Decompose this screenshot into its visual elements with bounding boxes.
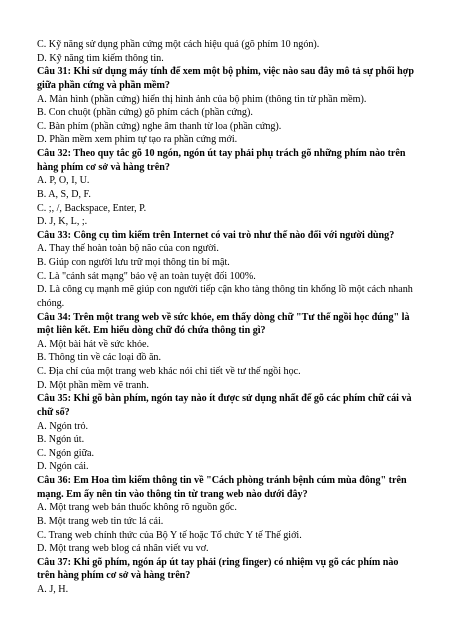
option-d-prev: D. Kỹ năng tìm kiếm thông tin. [37, 52, 164, 64]
question-35-text: Khi gõ bàn phím, ngón tay nào ít được sử dụng nhất để gõ các phím chữ cái và chữ số? [37, 393, 412, 418]
q36-option-a: A. Một trang web bán thuốc không rõ nguồn gốc. [37, 502, 237, 514]
question-37-text: Khi gõ phím, ngón áp út tay phải (ring finger) có nhiệm vụ gõ các phím nào trên hàng phím cơ sở và hàng trên? [37, 556, 399, 582]
option-c-prev: C. Kỹ năng sử dụng phần cứng một cách hiệu quả (gõ phím 10 ngón). [37, 39, 320, 50]
q35-option-c: C. Ngón giữa. [37, 447, 95, 459]
q36-option-b: B. Một trang web tin tức lá cải. [37, 515, 164, 527]
q34-option-d: D. Một phần mềm vẽ tranh. [37, 379, 149, 391]
q36-option-d: D. Một trang web blog cá nhân viết vu vơ. [37, 543, 209, 555]
q33-option-a: A. Thay thế hoàn toàn bộ não của con người. [37, 243, 219, 255]
question-31-text: Khi sử dụng máy tính để xem một bộ phim, việc nào sau đây mô tả sự phối hợp giữa phần cứng và phần mềm? [37, 66, 414, 91]
q36-option-c: C. Trang web chính thức của Bộ Y tế hoặc Tổ chức Y tế Thế giới. [37, 529, 302, 541]
question-33-text: Công cụ tìm kiếm trên Internet có vai trò như thế nào đối với người dùng? [73, 229, 395, 241]
q31-option-b: B. Con chuột (phần cứng) gõ phím cách (phần cứng). [37, 107, 253, 119]
q31-option-c: C. Bàn phím (phần cứng) nghe âm thanh từ loa (phần cứng). [37, 120, 282, 132]
question-33 [37, 229, 417, 243]
question-32-text: Theo quy tắc gõ 10 ngón, ngón út tay phải phụ trách gõ những phím nào trên hàng phím cơ sở và hàng trên? [37, 148, 406, 173]
question-34-label: Câu 34: [37, 311, 71, 323]
q32-option-b: B. A, S, D, F. [37, 188, 91, 200]
question-34 [37, 311, 417, 338]
q33-option-c: C. Là "cảnh sát mạng" bảo vệ an toàn tuyệt đối 100%. [37, 270, 256, 282]
question-37 [37, 556, 417, 583]
question-list [37, 38, 417, 597]
question-33-label: Câu 33: [37, 229, 71, 241]
q35-option-d: D. Ngón cái. [37, 461, 89, 473]
q32-option-d: D. J, K, L, ;. [37, 216, 88, 228]
q32-option-c: C. ;, /, Backspace, Enter, P. [37, 202, 147, 214]
question-31-label: Câu 31: [37, 66, 71, 78]
q34-option-c: C. Địa chỉ của một trang web khác nói chi tiết về tư thế ngồi học. [37, 366, 301, 377]
q34-option-a: A. Một bài hát về sức khỏe. [37, 338, 149, 350]
question-32-label: Câu 32: [37, 148, 71, 159]
q33-option-b: B. Giúp con người lưu trữ mọi thông tin bí mật. [37, 257, 230, 268]
question-35 [37, 392, 417, 419]
q33-option-d: D. Là công cụ mạnh mẽ giúp con người tiếp cận kho tàng thông tin khổng lồ một cách nhanh chóng. [37, 284, 413, 309]
q34-option-b: B. Thông tin về các loại đồ ăn. [37, 352, 161, 364]
q31-option-d: D. Phần mềm xem phim tự tạo ra phần cứng mới. [37, 134, 238, 146]
q37-option-a: A. J, H. [37, 584, 69, 595]
question-35-label: Câu 35: [37, 393, 71, 405]
question-36-text: Em Hoa tìm kiếm thông tin về "Cách phòng tránh bệnh cúm mùa đông" trên mạng. Em ấy nên tin vào thông tin từ trang web nào dưới đây? [37, 475, 407, 500]
question-37-label: Câu 37: [37, 556, 71, 568]
q32-option-a: A. P, O, I, U. [37, 175, 90, 187]
q35-option-b: B. Ngón út. [37, 434, 85, 446]
question-34-text: Trên một trang web về sức khỏe, em thấy dòng chữ "Tư thế ngồi học đúng" là một liên kết. Em hiểu dòng chữ đó chứa thông tin gì? [37, 311, 410, 337]
question-36 [37, 474, 417, 501]
q31-option-a: A. Màn hình (phần cứng) hiển thị hình ảnh của bộ phim (thông tin từ phần mềm). [37, 93, 367, 105]
q35-option-a: A. Ngón trỏ. [37, 420, 89, 432]
question-36-label: Câu 36: [37, 475, 71, 486]
question-32 [37, 147, 417, 174]
question-31 [37, 65, 417, 92]
